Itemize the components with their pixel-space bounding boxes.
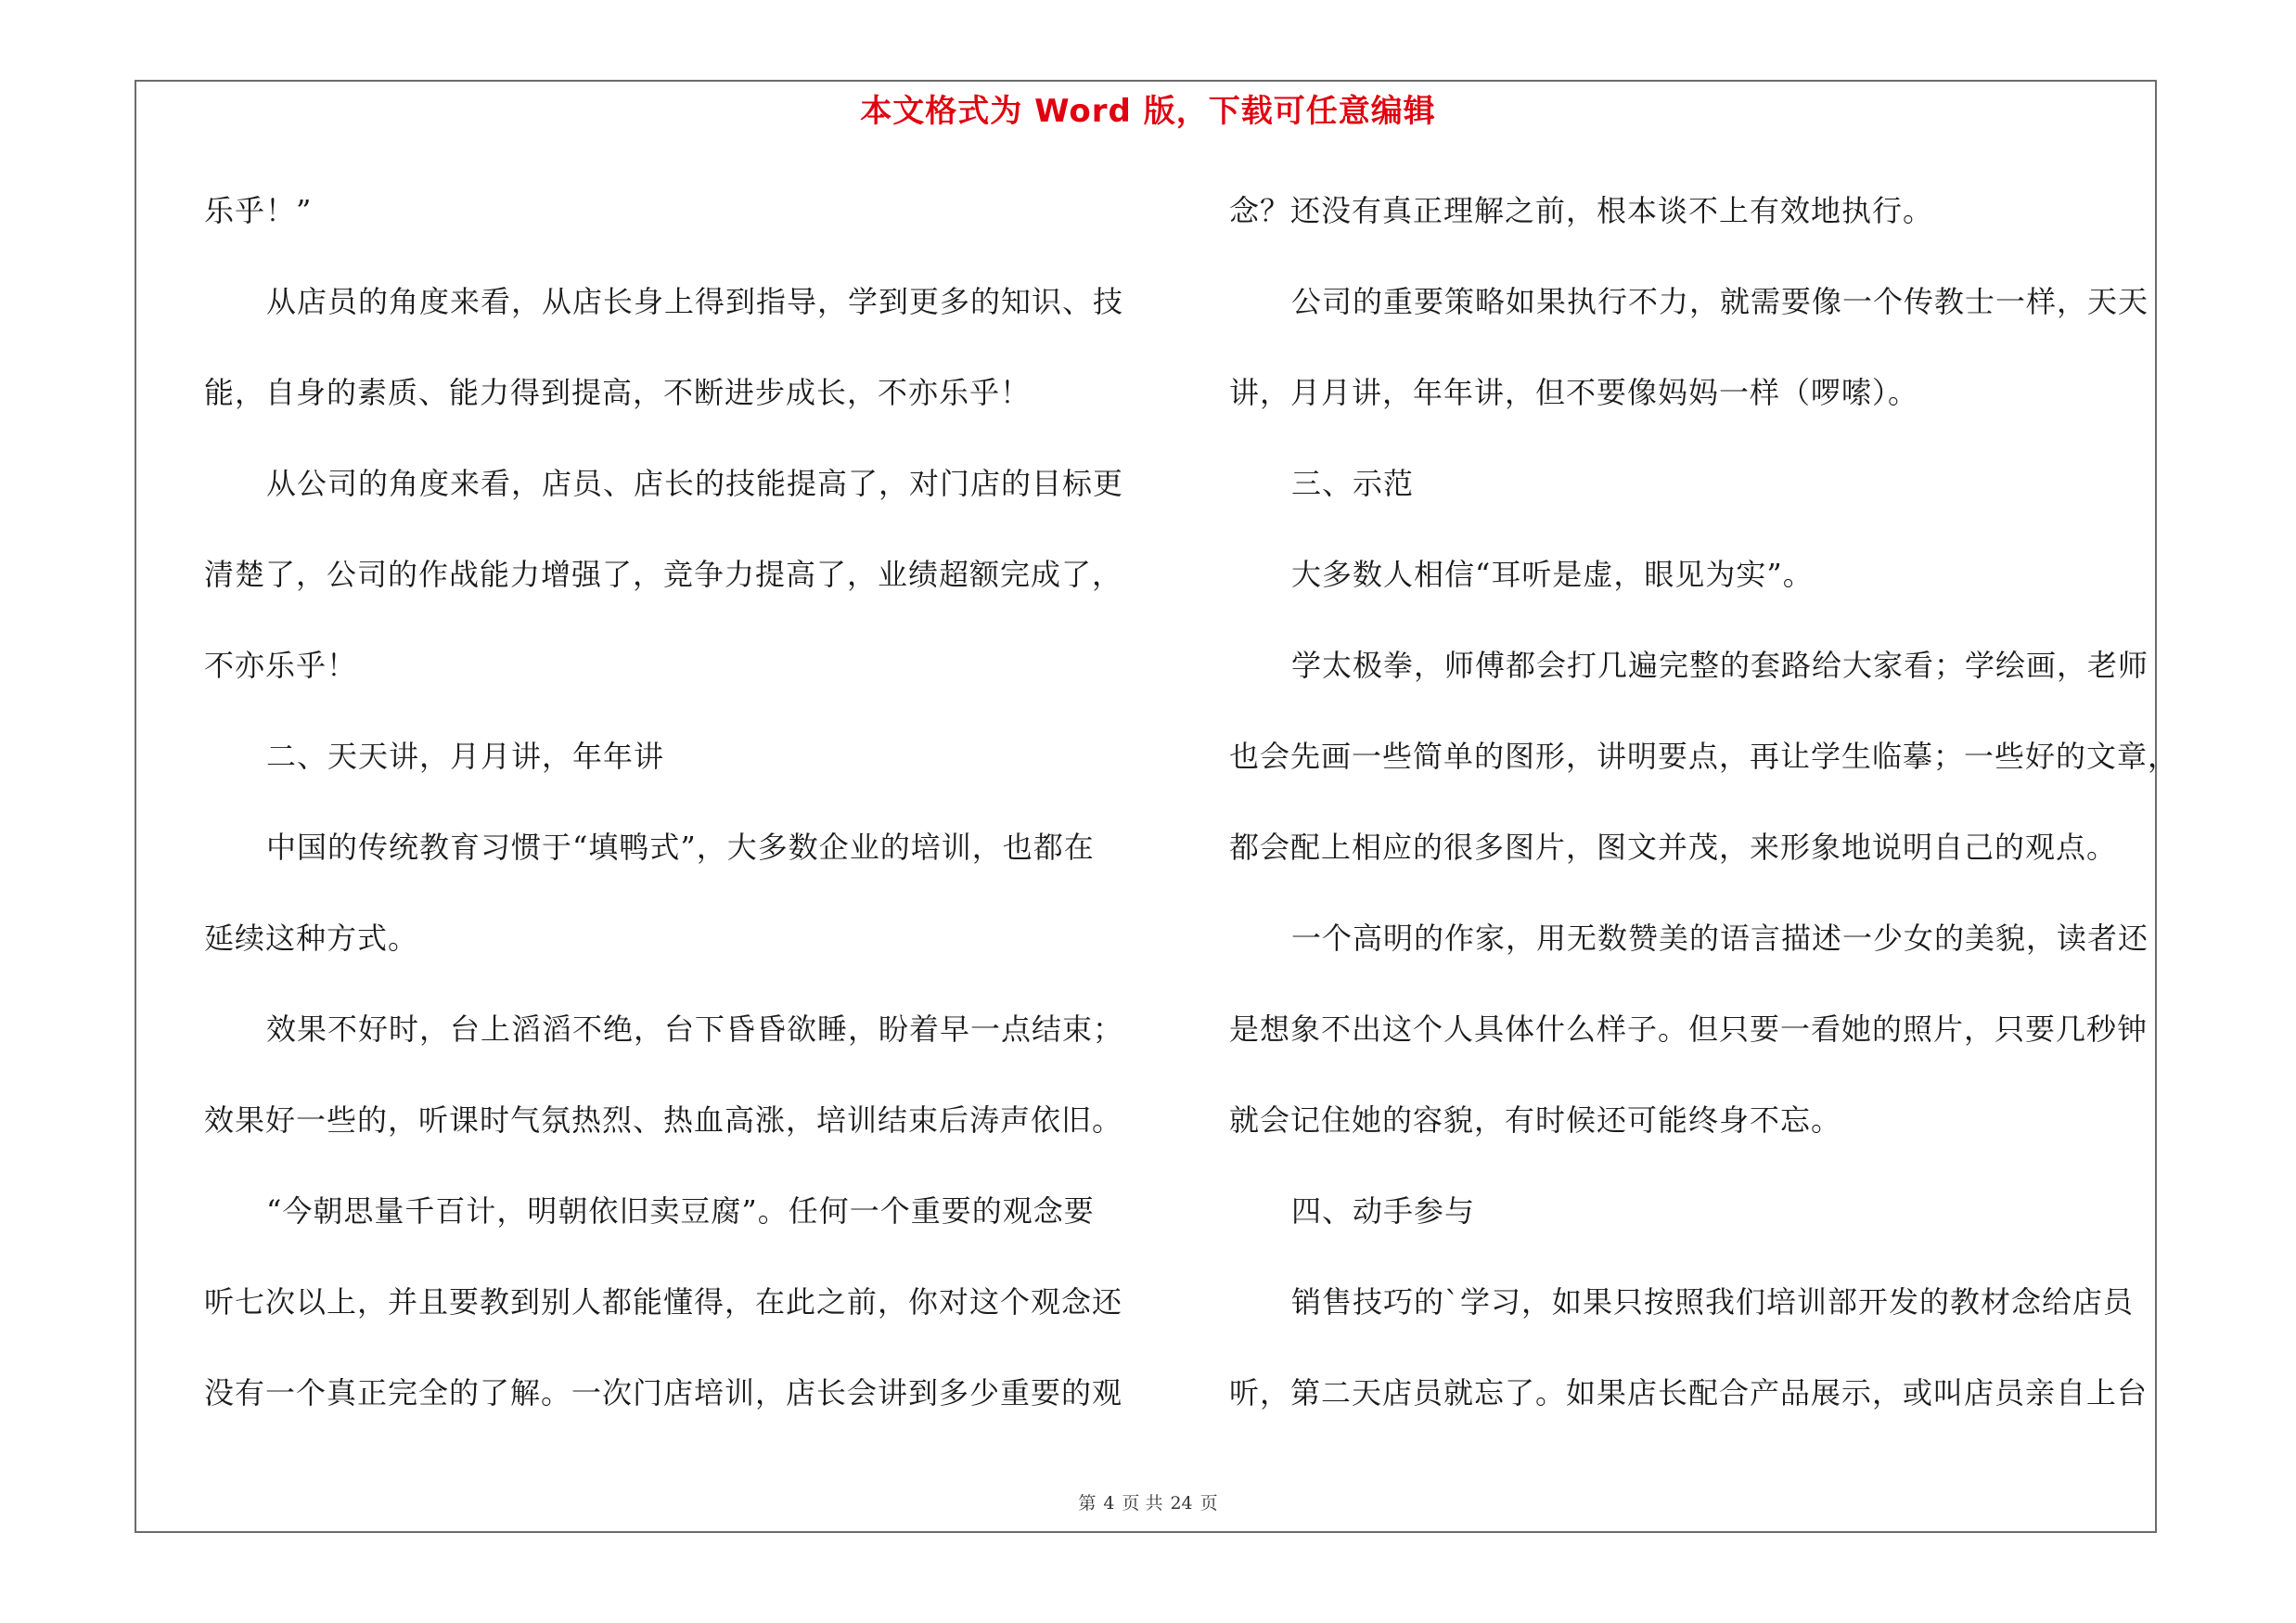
text-line: 是想象不出这个人具体什么样子。但只要一看她的照片，只要几秒钟 [1229, 1011, 2148, 1047]
text-line: 讲，月月讲，年年讲，但不要像妈妈一样（啰嗦）。 [1229, 375, 1919, 410]
text-line: 念？还没有真正理解之前，根本谈不上有效地执行。 [1229, 193, 1934, 228]
text-line: 听七次以上，并且要教到别人都能懂得，在此之前，你对这个观念还 [204, 1284, 1123, 1320]
page-number-footer [0, 1489, 2296, 1514]
section-heading: 三、示范 [1291, 466, 1415, 501]
text-line: 从公司的角度来看，店员、店长的技能提高了，对门店的目标更 [266, 466, 1124, 501]
text-line: 清楚了，公司的作战能力增强了，竞争力提高了，业绩超额完成了， [204, 557, 1123, 592]
section-heading: 二、天天讲，月月讲，年年讲 [266, 739, 665, 774]
text-line: 就会记住她的容貌，有时候还可能终身不忘。 [1229, 1102, 1842, 1138]
text-line: 都会配上相应的很多图片，图文并茂，来形象地说明自己的观点。 [1229, 830, 2118, 865]
section-heading: 四、动手参与 [1291, 1193, 1476, 1229]
text-line: 销售技巧的`学习，如果只按照我们培训部开发的教材念给店员 [1291, 1284, 2135, 1320]
text-line: 公司的重要策略如果执行不力，就需要像一个传教士一样，天天 [1291, 284, 2149, 319]
text-line: 学太极拳，师傅都会打几遍完整的套路给大家看；学绘画，老师 [1291, 648, 2149, 683]
text-line: 大多数人相信“耳听是虚，眼见为实”。 [1291, 557, 1814, 592]
text-line: 听，第二天店员就忘了。如果店长配合产品展示，或叫店员亲自上台 [1229, 1375, 2148, 1410]
text-line: 从店员的角度来看，从店长身上得到指导，学到更多的知识、技 [266, 284, 1124, 319]
text-line: 没有一个真正完全的了解。一次门店培训，店长会讲到多少重要的观 [204, 1375, 1123, 1410]
total-page-count: 24 [1170, 1493, 1193, 1514]
current-page-number: 4 [1103, 1493, 1115, 1514]
text-line: 一个高明的作家，用无数赞美的语言描述一少女的美貌，读者还 [1291, 921, 2149, 956]
text-line: 能，自身的素质、能力得到提高，不断进步成长，不亦乐乎！ [204, 375, 1032, 410]
text-line: 也会先画一些简单的图形，讲明要点，再让学生临摹；一些好的文章， [1229, 739, 2179, 774]
word-format-banner: 本文格式为 Word 版，下载可任意编辑 [860, 93, 1436, 130]
left-text-column [204, 178, 1132, 1451]
text-line: 乐乎！” [204, 193, 313, 228]
text-line: 不亦乐乎！ [204, 648, 358, 683]
text-line: “今朝思量千百计，明朝依旧卖豆腐”。任何一个重要的观念要 [266, 1193, 1095, 1229]
text-line: 中国的传统教育习惯于“填鸭式”，大多数企业的培训，也都在 [266, 830, 1095, 865]
text-line: 效果好一些的，听课时气氛热烈、热血高涨，培训结束后涛声依旧。 [204, 1102, 1123, 1138]
right-text-column [1229, 178, 2179, 1451]
footer-prefix: 第 [1078, 1493, 1097, 1514]
footer-suffix: 页 [1199, 1493, 1218, 1514]
footer-middle: 页 共 [1122, 1493, 1163, 1514]
text-line: 延续这种方式。 [204, 921, 419, 956]
text-line: 效果不好时，台上滔滔不绝，台下昏昏欲睡，盼着早一点结束； [266, 1011, 1124, 1047]
